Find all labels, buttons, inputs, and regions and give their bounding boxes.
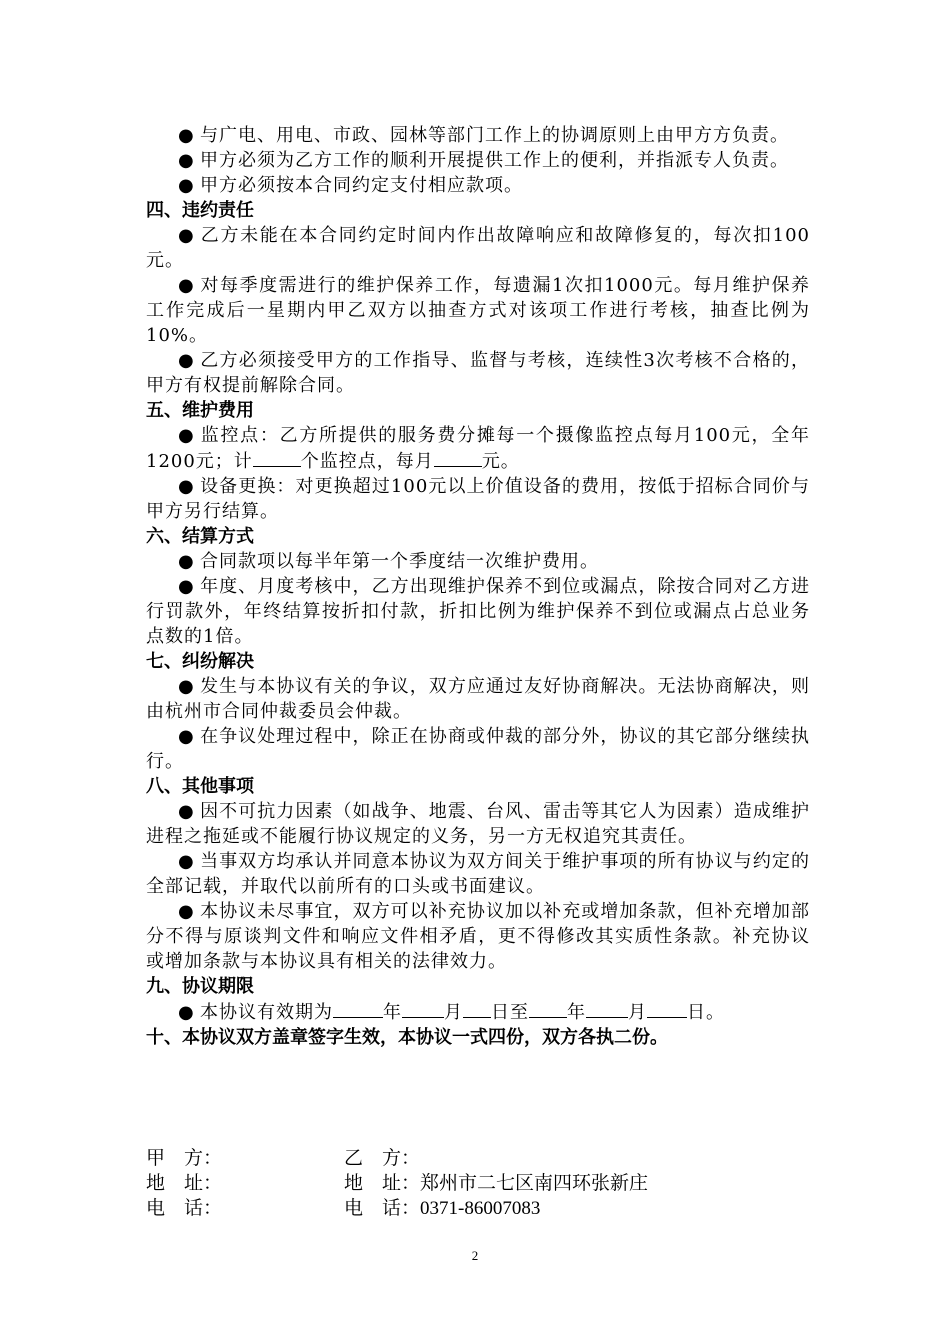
address-b-value: 地 址：郑州市二七区南四环张新庄	[344, 1173, 649, 1194]
clause-paragraph	[146, 549, 810, 574]
signature-row	[146, 1143, 810, 1168]
bullet-icon: ●	[178, 275, 195, 296]
clause-text: 个监控点，每月	[300, 451, 434, 472]
section-heading: 四、违约责任	[146, 200, 254, 221]
signature-row	[146, 1193, 810, 1218]
clause-text: 与广电、用电、市政、园林等部门工作上的协调原则上由甲方方负责。	[200, 125, 789, 146]
bullet-icon: ●	[178, 425, 195, 446]
clause-text: 元。	[481, 451, 520, 472]
section-heading: 五、维护费用	[146, 400, 254, 421]
clause-text: 对每季度需进行的维护保养工作，每遗漏1次扣1000元。每月维护保养工作完成后一星期内甲乙双方以抽查方式对该项工作进行考核，抽查比例为10%。	[146, 275, 810, 346]
clause-text: 发生与本协议有关的争议，双方应通过友好协商解决。无法协商解决，则由杭州市合同仲裁委员会仲裁。	[146, 676, 810, 722]
bullet-icon: ●	[178, 350, 195, 371]
bullet-icon: ●	[178, 150, 195, 171]
clause-paragraph	[146, 799, 810, 849]
bullet-icon: ●	[178, 1002, 195, 1023]
clause-text: 甲方必须为乙方工作的顺利开展提供工作上的便利，并指派专人负责。	[200, 150, 789, 171]
bullet-icon: ●	[178, 901, 195, 922]
phone-a-label: 电 话：	[146, 1198, 223, 1219]
closing-clause: 十、本协议双方盖章签字生效，本协议一式四份，双方各执二份。	[146, 1027, 668, 1048]
fill-in-blank	[333, 999, 383, 1018]
fill-in-blank	[253, 448, 301, 467]
section-heading: 六、结算方式	[146, 526, 254, 547]
clause-paragraph	[146, 423, 810, 474]
section-heading: 七、纠纷解决	[146, 651, 254, 672]
contract-body	[146, 123, 810, 1050]
party-a-label: 甲 方：	[146, 1148, 223, 1169]
fill-in-blank	[463, 999, 491, 1018]
clause-paragraph	[146, 999, 810, 1025]
page-number: 2	[471, 1248, 479, 1263]
phone-b-value: 电 话：0371-86007083	[344, 1198, 541, 1219]
signature-block	[146, 1143, 810, 1218]
bullet-icon: ●	[178, 801, 195, 822]
bullet-icon: ●	[178, 125, 195, 146]
bullet-icon: ●	[178, 225, 195, 246]
clause-text: 年度、月度考核中，乙方出现维护保养不到位或漏点，除按合同对乙方进行罚款外，年终结算按折扣付款，折扣比例为维护保养不到位或漏点占总业务点数的1倍。	[146, 576, 810, 647]
bullet-icon: ●	[178, 576, 195, 597]
clause-text: 月	[444, 1002, 463, 1023]
clause-paragraph	[146, 674, 810, 724]
fill-in-blank	[586, 999, 628, 1018]
clause-text: 本协议未尽事宜，双方可以补充协议加以补充或增加条款，但补充增加部分不得与原谈判文件和响应文件相矛盾，更不得修改其实质性条款。补充协议或增加条款与本协议具有相关的法律效力。	[146, 901, 810, 972]
clause-paragraph	[146, 148, 810, 173]
fill-in-blank	[529, 999, 567, 1018]
signature-row	[146, 1168, 810, 1193]
clause-text: 在争议处理过程中，除正在协商或仲裁的部分外，协议的其它部分继续执行。	[146, 726, 810, 772]
clause-text: 因不可抗力因素（如战争、地震、台风、雷击等其它人为因素）造成维护进程之拖延或不能履行协议规定的义务，另一方无权追究其责任。	[146, 801, 810, 847]
clause-text: 监控点：乙方所提供的服务费分摊每一个摄像监控点每月100元，全年1200元；计	[146, 425, 810, 472]
clause-text: 年	[383, 1002, 402, 1023]
clause-paragraph	[146, 273, 810, 348]
clause-text: 日至	[491, 1002, 529, 1023]
clause-text: 甲方必须按本合同约定支付相应款项。	[200, 175, 523, 196]
clause-text: 本协议有效期为	[200, 1002, 333, 1023]
clause-text: 乙方未能在本合同约定时间内作出故障响应和故障修复的，每次扣100元。	[146, 225, 810, 271]
clause-text: 年	[567, 1002, 586, 1023]
clause-text: 乙方必须接受甲方的工作指导、监督与考核，连续性3次考核不合格的，甲方有权提前解除合同。	[146, 350, 810, 396]
clause-text: 日。	[687, 1002, 725, 1023]
section-heading: 八、其他事项	[146, 776, 254, 797]
party-b-label: 乙 方：	[344, 1148, 421, 1169]
clause-paragraph	[146, 123, 810, 148]
clause-paragraph	[146, 574, 810, 649]
clause-text: 合同款项以每半年第一个季度结一次维护费用。	[200, 551, 599, 572]
clause-paragraph	[146, 724, 810, 774]
clause-text: 当事双方均承认并同意本协议为双方间关于维护事项的所有协议与约定的全部记载，并取代以前所有的口头或书面建议。	[146, 851, 810, 897]
bullet-icon: ●	[178, 726, 195, 747]
section-heading: 九、协议期限	[146, 976, 254, 997]
address-a-label: 地 址：	[146, 1173, 223, 1194]
bullet-icon: ●	[178, 175, 195, 196]
clause-text: 月	[628, 1002, 647, 1023]
bullet-icon: ●	[178, 851, 195, 872]
clause-paragraph	[146, 223, 810, 273]
bullet-icon: ●	[178, 676, 195, 697]
clause-paragraph	[146, 173, 810, 198]
fill-in-blank	[434, 448, 482, 467]
fill-in-blank	[402, 999, 444, 1018]
clause-paragraph	[146, 849, 810, 899]
fill-in-blank	[647, 999, 687, 1018]
clause-paragraph	[146, 474, 810, 524]
bullet-icon: ●	[178, 551, 195, 572]
clause-paragraph	[146, 899, 810, 974]
bullet-icon: ●	[178, 476, 195, 497]
clause-text: 设备更换：对更换超过100元以上价值设备的费用，按低于招标合同价与甲方另行结算。	[146, 476, 810, 522]
clause-paragraph	[146, 348, 810, 398]
